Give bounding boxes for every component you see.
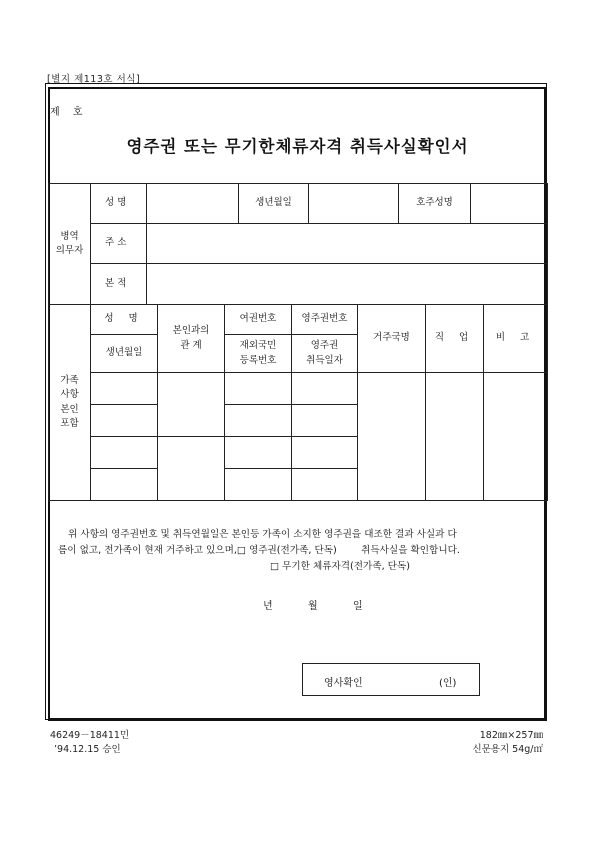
family-row-1-birth[interactable] [91,405,158,437]
household-head-label: 호주성명 [399,184,471,224]
date-day-label: 일 [353,601,363,612]
family-row-2-registration[interactable] [225,469,292,501]
occupation-header: 직 업 [426,305,484,373]
family-row-2-name[interactable] [91,437,158,469]
overseas-registration-header: 재외국민 등록번호 [225,335,292,373]
date-year-label: 년 [263,601,273,612]
statement-line-2: 름이 없고, 전가족이 현재 거주하고 있으며,□ 영주권(전가족, 단독) 취득사실을 확인합니다. [58,545,460,556]
military-duty-person-label: 병역 의무자 [49,184,91,305]
applicant-table [48,183,548,305]
document-number-label: 제 호 [50,107,83,118]
household-head-field[interactable] [471,184,548,224]
family-occupation-cell[interactable] [426,373,484,501]
family-row-2-pr-number[interactable] [292,437,358,469]
family-section-label: 가족 사항 본인 포함 [49,305,91,501]
footer-form-code: 46249－18411민 [50,730,130,741]
applicant-name-field[interactable] [147,184,239,224]
family-row-1-registration[interactable] [225,405,292,437]
family-row-2-passport[interactable] [225,437,292,469]
statement-line-3: □ 무기한 체류자격(전가족, 단독) [270,561,410,572]
consul-confirmation-box[interactable] [302,663,480,696]
residence-country-header: 거주국명 [358,305,426,373]
family-row-2-birth[interactable] [91,469,158,501]
footer-approval: ’94.12.15 승인 [54,744,121,755]
applicant-birth-field[interactable] [309,184,399,224]
address-field[interactable] [147,224,548,264]
form-number-tag: [별지 제113호 서식] [47,74,141,85]
applicant-name-label: 성 명 [91,184,147,224]
consul-confirmation-label: 영사확인 [324,678,363,689]
family-birth-header: 생년월일 [91,335,158,373]
family-table [48,304,548,501]
registry-label: 본 적 [91,264,147,305]
family-row-1-passport[interactable] [225,373,292,405]
family-row-1-pr-number[interactable] [292,373,358,405]
relation-header: 본인과의 관 계 [158,305,225,373]
footer-paper-type: 신문용지 54g/㎡ [472,744,543,755]
remarks-header: 비 고 [484,305,548,373]
statement-line-1: 위 사항의 영주권번호 및 취득연월일은 본인등 가족이 소지한 영주권을 대조한 결과 사실과 다 [68,529,457,540]
pr-date-header: 영주권 취득일자 [292,335,358,373]
family-residence-country-cell[interactable] [358,373,426,501]
form-title: 영주권 또는 무기한체류자격 취득사실확인서 [126,137,469,156]
family-row-1-name[interactable] [91,373,158,405]
date-month-label: 월 [308,601,318,612]
family-row-2-pr-date[interactable] [292,469,358,501]
seal-mark: (인) [439,678,457,689]
family-row-1-pr-date[interactable] [292,405,358,437]
family-remarks-cell[interactable] [484,373,548,501]
family-row-1-relation[interactable] [158,373,225,437]
registry-field[interactable] [147,264,548,305]
family-name-header: 성 명 [91,305,158,335]
pr-number-header: 영주권번호 [292,305,358,335]
passport-number-header: 여권번호 [225,305,292,335]
family-row-2-relation[interactable] [158,437,225,501]
applicant-birth-label: 생년월일 [239,184,309,224]
footer-paper-size: 182㎜×257㎜ [479,730,543,741]
confirmation-statement [58,527,536,575]
address-label: 주 소 [91,224,147,264]
